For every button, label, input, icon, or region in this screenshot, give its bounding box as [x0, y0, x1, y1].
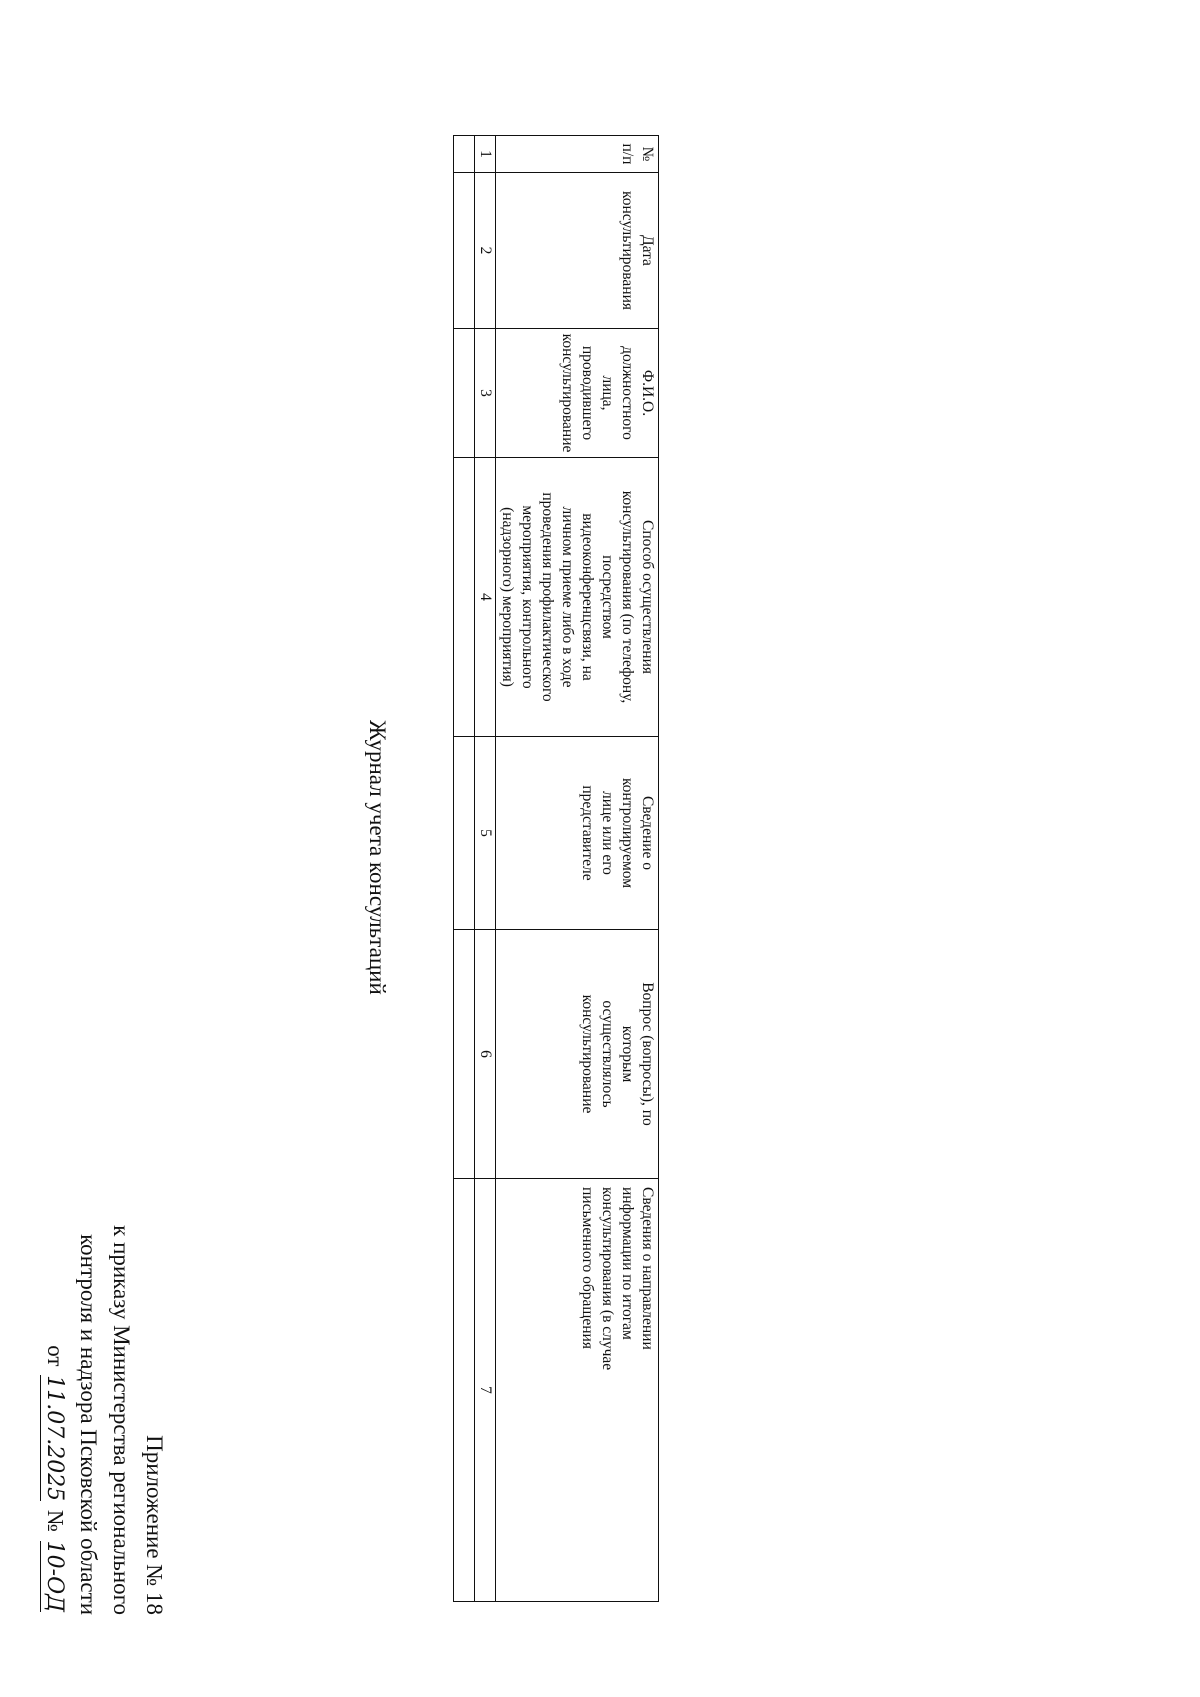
header-cell-official-name: Ф.И.О. должностного лица, проводившего консультирование — [496, 329, 659, 458]
order-reference: к приказу Министерства регионального — [109, 1225, 134, 1615]
ministry-name: контроля и надзора Псковской области — [76, 1234, 101, 1615]
column-number: 3 — [475, 329, 496, 458]
column-number: 5 — [475, 737, 496, 930]
empty-cell — [454, 737, 475, 930]
column-number-row — [475, 136, 496, 1602]
column-number: 6 — [475, 930, 496, 1179]
handwritten-date: 11.07.2025 — [42, 1375, 67, 1502]
appendix-number: Приложение № 18 — [142, 1435, 167, 1615]
header-cell-information-sent: Сведения о направлении информации по итогам консультирования (в случае письменного обращения — [496, 1179, 659, 1602]
header-cell-number: № п/п — [496, 136, 659, 173]
consultation-journal-table — [453, 135, 659, 1602]
table-header-row — [496, 136, 659, 1602]
order-date-line — [39, 1225, 72, 1615]
date-prefix: от — [43, 1345, 68, 1367]
column-number: 7 — [475, 1179, 496, 1602]
empty-cell — [454, 1179, 475, 1602]
empty-cell — [454, 930, 475, 1179]
column-number: 2 — [475, 173, 496, 329]
handwritten-order-number: 10-ОД — [42, 1540, 67, 1612]
header-cell-date: Дата консультирования — [496, 173, 659, 329]
empty-cell — [454, 458, 475, 737]
appendix-header — [39, 1225, 171, 1615]
empty-entry-row — [454, 136, 475, 1602]
header-cell-consultation-method: Способ осуществления консультирования (по телефону, посредством видеоконференцсвязи, на личном приеме либо в ходе проведения профилактического мероприятия, контрольного (надзорного) мероприятия) — [496, 458, 659, 737]
empty-cell — [454, 136, 475, 173]
empty-cell — [454, 329, 475, 458]
header-cell-controlled-person: Сведение о контролируемом лице или его представителе — [496, 737, 659, 930]
header-cell-questions: Вопрос (вопросы), по которым осуществлялось консультирование — [496, 930, 659, 1179]
column-number: 1 — [475, 136, 496, 173]
column-number: 4 — [475, 458, 496, 737]
journal-title: Журнал учета консультаций — [365, 720, 390, 995]
number-label: № — [43, 1509, 68, 1532]
empty-cell — [454, 173, 475, 329]
